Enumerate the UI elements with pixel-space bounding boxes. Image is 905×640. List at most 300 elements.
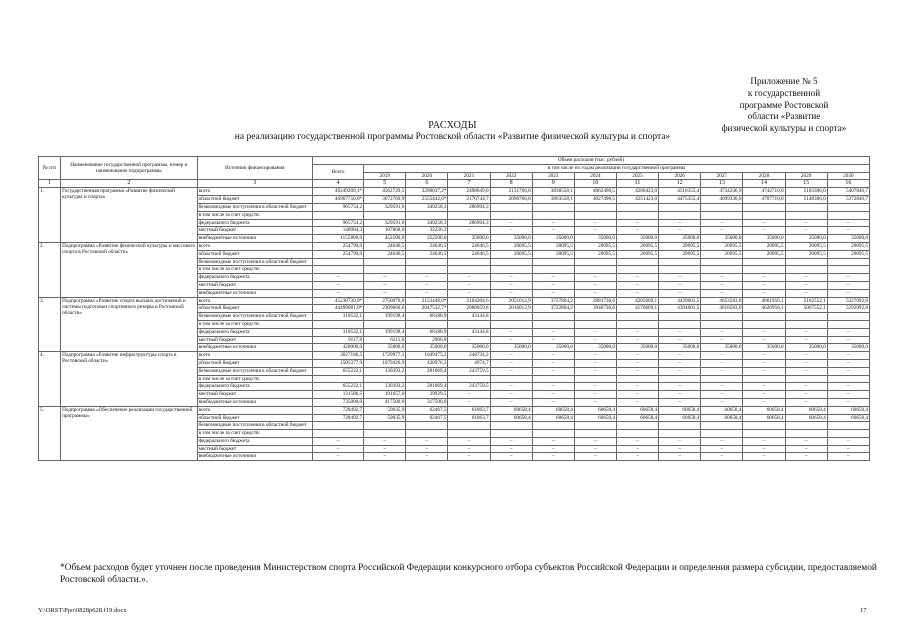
amount-cell: – — [785, 398, 827, 406]
funding-source: федерального бюджета — [197, 437, 312, 445]
amount-cell: – — [574, 359, 616, 367]
amount-cell: – — [448, 398, 490, 406]
amount-cell: – — [659, 289, 701, 297]
amount-cell: 35000,0 — [827, 344, 869, 352]
amount-cell: – — [574, 391, 616, 399]
amount-cell: 60658,4 — [785, 414, 827, 422]
amount-cell: 420976,3 — [406, 359, 448, 367]
amount-cell — [574, 430, 616, 438]
amount-cell — [406, 320, 448, 328]
amount-cell — [827, 375, 869, 383]
header-index: 10 — [574, 180, 616, 188]
amount-cell: – — [785, 281, 827, 289]
funding-source: местный бюджет — [197, 391, 312, 399]
amount-cell — [827, 258, 869, 266]
amount-cell: – — [785, 227, 827, 235]
amount-cell — [701, 258, 743, 266]
amount-cell: 130393,2 — [364, 367, 406, 375]
amount-cell: 29929,5 — [406, 391, 448, 399]
amount-cell: 49249209,1* — [312, 188, 363, 196]
amount-cell — [659, 422, 701, 430]
amount-cell: 35000,0 — [364, 344, 406, 352]
amount-cell: – — [364, 281, 406, 289]
amount-cell: 3803558,1 — [532, 196, 574, 204]
amount-cell: 20095,5 — [743, 242, 785, 250]
amount-cell — [364, 258, 406, 266]
amount-cell: 4707710,0 — [743, 196, 785, 204]
amount-cell: 35000,0 — [785, 344, 827, 352]
amount-cell — [574, 203, 616, 211]
amount-cell: – — [406, 437, 448, 445]
amount-cell: 4251423,0 — [616, 196, 658, 204]
amount-cell — [659, 258, 701, 266]
amount-cell — [532, 258, 574, 266]
amount-cell: 20095,5 — [532, 242, 574, 250]
amount-cell: 3027186,5 — [312, 352, 363, 360]
amount-cell: – — [743, 274, 785, 282]
amount-cell: 3290037,2* — [406, 188, 448, 196]
funding-source: внебюджетные источники — [197, 344, 312, 352]
funding-source: областной бюджет — [197, 414, 312, 422]
amount-cell: 254799,0 — [312, 242, 363, 250]
amount-cell: – — [312, 437, 363, 445]
amount-cell: 5102552,1 — [785, 297, 827, 305]
amount-cell — [532, 266, 574, 274]
amount-cell: 4027490,5 — [574, 196, 616, 204]
funding-source: безвозмездные поступления в областной бюджет — [197, 313, 312, 321]
amount-cell: – — [827, 445, 869, 453]
amount-cell: 20095,5 — [659, 250, 701, 258]
amount-cell: 60658,4 — [827, 406, 869, 414]
amount-cell: – — [827, 336, 869, 344]
amount-cell: 20095,5 — [701, 242, 743, 250]
amount-cell: – — [659, 219, 701, 227]
amount-cell: 20095,5 — [743, 250, 785, 258]
amount-cell: 286904,3 — [448, 219, 490, 227]
amount-cell: – — [490, 445, 532, 453]
amount-cell — [406, 266, 448, 274]
amount-cell: – — [448, 274, 490, 282]
header-year: 2022 — [490, 172, 532, 180]
amount-cell: 20095,5 — [827, 250, 869, 258]
amount-cell: – — [827, 398, 869, 406]
amount-cell — [827, 211, 869, 219]
amount-cell: 2309660,6 — [364, 305, 406, 313]
amount-cell: 4734336,9 — [701, 188, 743, 196]
amount-cell: 60658,4 — [532, 406, 574, 414]
amount-cell: 1049475,2 — [406, 352, 448, 360]
amount-cell — [616, 203, 658, 211]
amount-cell: 248734,2 — [448, 352, 490, 360]
amount-cell: 329591,6 — [364, 219, 406, 227]
amount-cell: 1505377,9 — [312, 359, 363, 367]
amount-cell: 3946736,6 — [574, 305, 616, 313]
amount-cell: – — [701, 219, 743, 227]
program-name: Подпрограмма «Обеспечение реализации государственной программы» — [61, 406, 197, 461]
amount-cell: 24646,5 — [406, 242, 448, 250]
amount-cell: – — [616, 289, 658, 297]
funding-source: областной бюджет — [197, 305, 312, 313]
amount-cell — [785, 258, 827, 266]
amount-cell — [312, 266, 363, 274]
amount-cell: – — [659, 445, 701, 453]
amount-cell: – — [701, 453, 743, 461]
amount-cell: – — [490, 383, 532, 391]
funding-source: всего — [197, 242, 312, 250]
amount-cell: 101657,0 — [364, 391, 406, 399]
amount-cell: 4661956,1 — [743, 297, 785, 305]
amount-cell — [827, 203, 869, 211]
amount-cell: – — [827, 391, 869, 399]
amount-cell: 4510355,4 — [659, 188, 701, 196]
amount-cell: 35000,0 — [616, 235, 658, 243]
amount-cell: 352500,0 — [406, 235, 448, 243]
amount-cell: 2016012,9 — [490, 305, 532, 313]
amount-cell: – — [827, 352, 869, 360]
amount-cell: 4618583,0 — [701, 305, 743, 313]
amount-cell: 254799,0 — [312, 250, 363, 258]
amount-cell — [659, 430, 701, 438]
amount-cell: 35000,0 — [743, 235, 785, 243]
amount-cell: – — [701, 359, 743, 367]
header-year: 2021 — [448, 172, 490, 180]
amount-cell: 4286423,0 — [616, 188, 658, 196]
amount-cell: – — [743, 453, 785, 461]
amount-cell: 2047532,7* — [406, 305, 448, 313]
amount-cell: – — [785, 219, 827, 227]
amount-cell: – — [312, 274, 363, 282]
header-year: 2028 — [743, 172, 785, 180]
amount-cell: – — [448, 445, 490, 453]
amount-cell: 3981736,6 — [574, 297, 616, 305]
table-row — [39, 242, 870, 250]
amount-cell: – — [659, 281, 701, 289]
funding-source: местный бюджет — [197, 445, 312, 453]
amount-cell — [827, 430, 869, 438]
amount-cell — [406, 258, 448, 266]
document-title: РАСХОДЫ — [428, 120, 477, 131]
amount-cell — [785, 320, 827, 328]
amount-cell: – — [406, 453, 448, 461]
amount-cell: 317500,0 — [406, 398, 448, 406]
amount-cell — [448, 266, 490, 274]
amount-cell — [364, 430, 406, 438]
amount-cell: 728492,7 — [312, 414, 363, 422]
amount-cell: 60658,4 — [701, 414, 743, 422]
amount-cell: 60658,4 — [785, 406, 827, 414]
amount-cell: – — [532, 281, 574, 289]
amount-cell: – — [827, 219, 869, 227]
header-index: 1 — [39, 180, 61, 188]
amount-cell — [701, 422, 743, 430]
header-index: 14 — [743, 180, 785, 188]
amount-cell: 199198,4 — [364, 313, 406, 321]
amount-cell: – — [532, 227, 574, 235]
amount-cell: – — [785, 367, 827, 375]
amount-cell: 5372846,7 — [827, 196, 869, 204]
amount-cell: – — [827, 227, 869, 235]
amount-cell: 60658,4 — [574, 406, 616, 414]
amount-cell: – — [532, 398, 574, 406]
header-year: 2027 — [701, 172, 743, 180]
amount-cell: 45238730,9* — [312, 297, 363, 305]
amount-cell: – — [616, 437, 658, 445]
amount-cell: – — [574, 219, 616, 227]
amount-cell: 20095,5 — [827, 242, 869, 250]
amount-cell — [448, 375, 490, 383]
amount-cell: 5292092,8 — [827, 305, 869, 313]
amount-cell: 349258,3 — [406, 203, 448, 211]
amount-cell — [659, 375, 701, 383]
header-year: 2026 — [659, 172, 701, 180]
amount-cell: – — [532, 274, 574, 282]
funding-source: местный бюджет — [197, 227, 312, 235]
amount-cell: – — [490, 328, 532, 336]
amount-cell — [490, 258, 532, 266]
amount-cell: 140084,3 — [312, 227, 363, 235]
amount-cell — [406, 375, 448, 383]
funding-source: федерального бюджета — [197, 274, 312, 282]
amount-cell: – — [574, 352, 616, 360]
amount-cell: 310532,1 — [312, 313, 363, 321]
table-row — [39, 297, 870, 305]
amount-cell — [785, 211, 827, 219]
footnote: *Объем расходов будет уточнен после проведения Министерством спорта Российской Федерации конкурсного отбора субъектов Российской Федерации и определения размера субсидии, предоставляемой Ростовской области.». — [60, 563, 877, 585]
amount-cell: 68188,9 — [406, 313, 448, 321]
amount-cell — [659, 266, 701, 274]
amount-cell — [448, 422, 490, 430]
amount-cell — [574, 258, 616, 266]
header-index: 3 — [197, 180, 312, 188]
amount-cell: 4699336,9 — [701, 196, 743, 204]
amount-cell: 286904,3 — [448, 203, 490, 211]
amount-cell: – — [490, 227, 532, 235]
amount-cell — [659, 313, 701, 321]
amount-cell: 61063,7 — [448, 406, 490, 414]
funding-source: местный бюджет — [197, 281, 312, 289]
amount-cell: 24646,5 — [406, 250, 448, 258]
amount-cell: – — [743, 367, 785, 375]
amount-cell: 60658,4 — [743, 406, 785, 414]
amount-cell: 4205669,1 — [616, 297, 658, 305]
amount-cell: – — [659, 352, 701, 360]
amount-cell — [659, 211, 701, 219]
page-number: 17 — [860, 607, 867, 614]
amount-cell: 35000,0 — [574, 344, 616, 352]
amount-cell — [785, 313, 827, 321]
amount-cell: 20095,5 — [532, 250, 574, 258]
amount-cell: – — [574, 453, 616, 461]
amount-cell: – — [659, 328, 701, 336]
amount-cell: – — [785, 336, 827, 344]
header-year: 2019 — [364, 172, 406, 180]
header-year: 2030 — [827, 172, 869, 180]
amount-cell: 281069,4 — [406, 367, 448, 375]
amount-cell — [312, 375, 363, 383]
amount-cell — [574, 313, 616, 321]
amount-cell: – — [364, 453, 406, 461]
amount-cell: – — [574, 281, 616, 289]
amount-cell: – — [701, 274, 743, 282]
amount-cell: 4170669,1 — [616, 305, 658, 313]
amount-cell: – — [785, 328, 827, 336]
amount-cell: 60658,4 — [532, 414, 574, 422]
amount-cell: – — [827, 359, 869, 367]
expenses-table — [38, 156, 870, 461]
amount-cell — [616, 266, 658, 274]
amount-cell: – — [701, 289, 743, 297]
funding-source: в том числе за счет средств: — [197, 375, 312, 383]
amount-cell: – — [785, 391, 827, 399]
amount-cell: 32236,3 — [406, 227, 448, 235]
header-index: 9 — [532, 180, 574, 188]
amount-cell — [532, 375, 574, 383]
funding-source: в том числе за счет средств: — [197, 320, 312, 328]
amount-cell: 35000,0 — [490, 344, 532, 352]
amount-cell: 60658,4 — [827, 414, 869, 422]
header-index: 5 — [364, 180, 406, 188]
amount-cell: 2555442,6* — [406, 196, 448, 204]
amount-cell — [659, 320, 701, 328]
amount-cell: – — [448, 281, 490, 289]
document-subtitle: на реализацию государственной программы Ростовской области «Развитие физической культуры и спорта» — [234, 132, 671, 142]
amount-cell: 5407846,7 — [827, 188, 869, 196]
amount-cell: 1155800,0 — [312, 235, 363, 243]
funding-source: безвозмездные поступления в областной бюджет — [197, 203, 312, 211]
amount-cell: – — [827, 281, 869, 289]
header-index: 13 — [701, 180, 743, 188]
amount-cell: 2051012,9 — [490, 297, 532, 305]
amount-cell: – — [574, 328, 616, 336]
table-row — [39, 188, 870, 196]
amount-cell: – — [532, 367, 574, 375]
amount-cell: 965754,2 — [312, 203, 363, 211]
amount-cell: – — [574, 445, 616, 453]
amount-cell: 1729977,1 — [364, 352, 406, 360]
amount-cell: 35000,0 — [659, 235, 701, 243]
amount-cell — [701, 375, 743, 383]
amount-cell: 107868,0 — [364, 227, 406, 235]
funding-source: безвозмездные поступления в областной бюджет — [197, 422, 312, 430]
amount-cell: 60658,4 — [659, 414, 701, 422]
amount-cell — [785, 375, 827, 383]
amount-cell: 35000,0 — [827, 235, 869, 243]
amount-cell: 9117,8 — [312, 336, 363, 344]
funding-source: внебюджетные источники — [197, 289, 312, 297]
amount-cell: – — [490, 336, 532, 344]
amount-cell: – — [743, 383, 785, 391]
amount-cell: – — [659, 336, 701, 344]
amount-cell: 4626956,1 — [743, 305, 785, 313]
amount-cell — [785, 430, 827, 438]
amount-cell: – — [701, 352, 743, 360]
amount-cell — [701, 320, 743, 328]
amount-cell: – — [827, 367, 869, 375]
amount-cell: – — [312, 453, 363, 461]
appendix-line: программе Ростовской — [739, 99, 829, 110]
amount-cell: 59035,9 — [364, 406, 406, 414]
amount-cell: – — [659, 359, 701, 367]
amount-cell: – — [785, 352, 827, 360]
appendix-line: к государственной — [747, 87, 821, 98]
amount-cell — [490, 313, 532, 321]
amount-cell — [574, 211, 616, 219]
amount-cell: – — [364, 274, 406, 282]
amount-cell: 46967750,0* — [312, 196, 363, 204]
header-index: 12 — [659, 180, 701, 188]
amount-cell: 199198,4 — [364, 328, 406, 336]
amount-cell: 35000,0 — [785, 235, 827, 243]
amount-cell: – — [659, 274, 701, 282]
amount-cell — [616, 211, 658, 219]
amount-cell: – — [701, 336, 743, 344]
amount-cell: 20095,5 — [785, 242, 827, 250]
amount-cell: – — [490, 437, 532, 445]
amount-cell — [364, 320, 406, 328]
amount-cell: 4062490,5 — [574, 188, 616, 196]
funding-source: областной бюджет — [197, 359, 312, 367]
amount-cell: 35000,0 — [448, 344, 490, 352]
amount-cell: – — [827, 274, 869, 282]
amount-cell: – — [743, 391, 785, 399]
amount-cell: 35000,0 — [616, 344, 658, 352]
amount-cell: 35000,0 — [701, 344, 743, 352]
amount-cell: 24646,5 — [364, 250, 406, 258]
program-number: 3. — [39, 297, 61, 352]
funding-source: в том числе за счет средств: — [197, 211, 312, 219]
amount-cell: – — [312, 289, 363, 297]
amount-cell: – — [406, 274, 448, 282]
header-index: 2 — [61, 180, 197, 188]
amount-cell: 35000,0 — [532, 235, 574, 243]
table-row — [39, 352, 870, 360]
amount-cell: – — [364, 437, 406, 445]
amount-cell — [785, 203, 827, 211]
amount-cell: – — [532, 383, 574, 391]
amount-cell: 329591,6 — [364, 203, 406, 211]
amount-cell: – — [616, 391, 658, 399]
amount-cell: – — [448, 437, 490, 445]
amount-cell — [827, 422, 869, 430]
amount-cell: – — [574, 437, 616, 445]
amount-cell: 60658,4 — [616, 406, 658, 414]
amount-cell: 3672769,9 — [364, 196, 406, 204]
amount-cell: 281069,4 — [406, 383, 448, 391]
amount-cell — [448, 211, 490, 219]
amount-cell: – — [574, 367, 616, 375]
amount-cell: – — [406, 289, 448, 297]
amount-cell — [490, 430, 532, 438]
amount-cell: – — [532, 289, 574, 297]
amount-cell: – — [659, 391, 701, 399]
amount-cell: – — [743, 281, 785, 289]
amount-cell: – — [701, 328, 743, 336]
funding-source: местный бюджет — [197, 336, 312, 344]
amount-cell: – — [743, 289, 785, 297]
amount-cell: 5067552,1 — [785, 305, 827, 313]
amount-cell: – — [490, 289, 532, 297]
header-name: Наименование государственной программы, номер и наименование подпрограммы — [61, 157, 197, 180]
amount-cell: 20095,5 — [490, 242, 532, 250]
amount-cell: 43144,8 — [448, 328, 490, 336]
amount-cell: – — [312, 445, 363, 453]
amount-cell: – — [701, 391, 743, 399]
amount-cell: – — [574, 398, 616, 406]
amount-cell: 60658,4 — [743, 414, 785, 422]
amount-cell: 452500,0 — [364, 235, 406, 243]
amount-cell — [616, 422, 658, 430]
amount-cell: 62467,5 — [406, 406, 448, 414]
